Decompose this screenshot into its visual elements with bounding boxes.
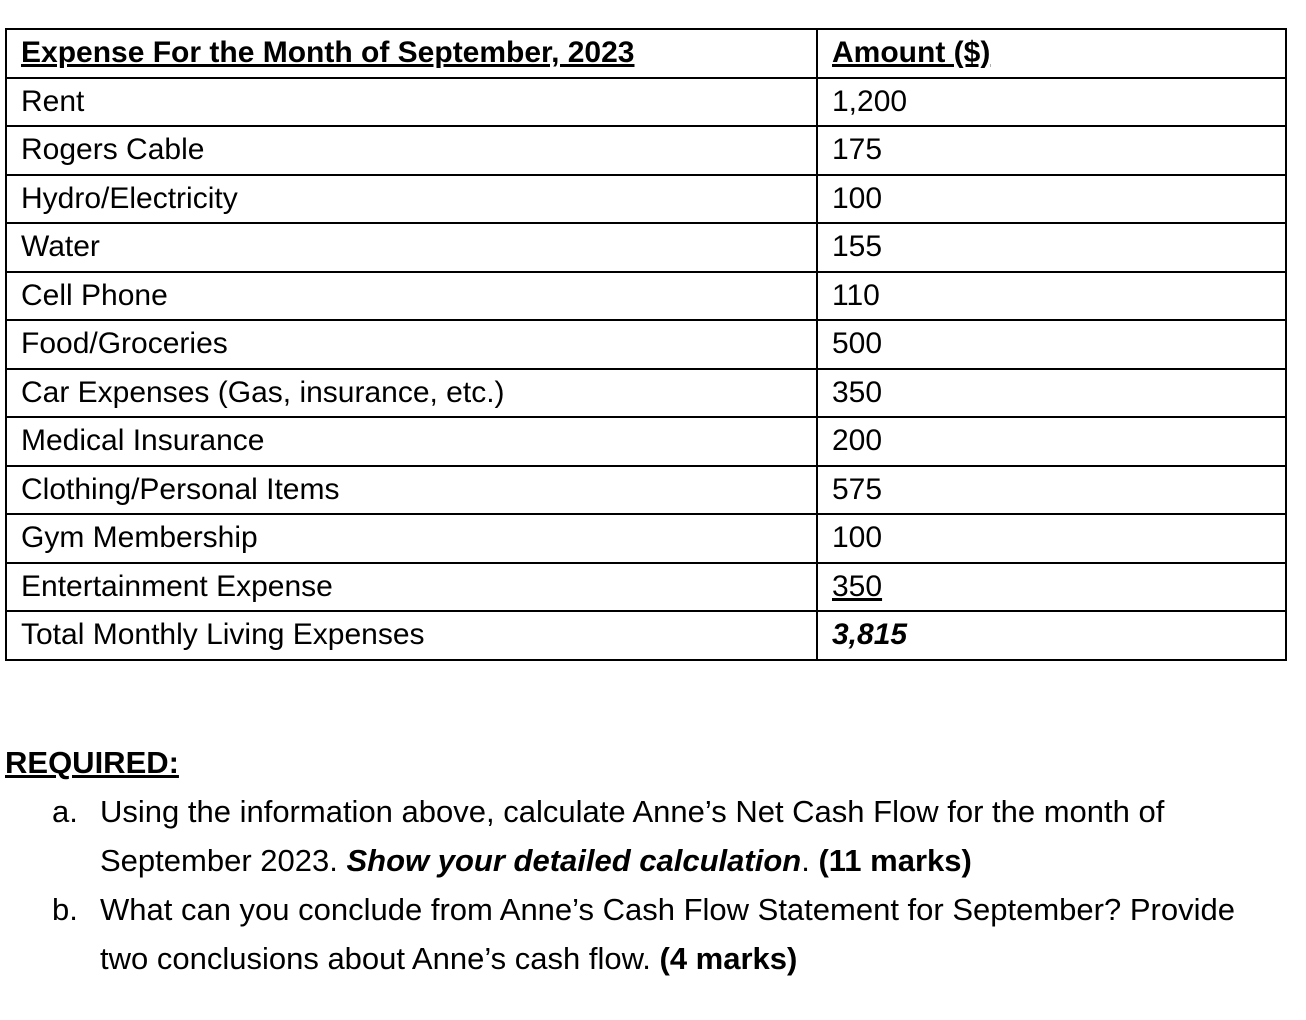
table-row	[6, 563, 1286, 612]
table-row	[6, 320, 1286, 369]
question-letter: b.	[52, 892, 78, 927]
table-row	[6, 126, 1286, 175]
table-row	[6, 175, 1286, 224]
expense-amount: 100	[817, 175, 1286, 224]
expense-amount: 110	[817, 272, 1286, 321]
total-label: Total Monthly Living Expenses	[6, 611, 817, 660]
table-row	[6, 369, 1286, 418]
required-section	[5, 738, 1295, 983]
expense-amount: 1,200	[817, 78, 1286, 127]
table-header-row	[6, 29, 1286, 78]
question-marks: (4 marks)	[659, 941, 798, 976]
total-row	[6, 611, 1286, 660]
question-letter: a.	[52, 794, 78, 829]
expense-name: Clothing/Personal Items	[6, 466, 817, 515]
question-emphasis: Show your detailed calculation	[346, 843, 802, 878]
expense-amount: 100	[817, 514, 1286, 563]
table-row	[6, 272, 1286, 321]
table-row	[6, 514, 1286, 563]
expense-amount: 175	[817, 126, 1286, 175]
last-amount-underlined: 350	[832, 569, 883, 603]
table-row	[6, 78, 1286, 127]
expense-amount: 350	[817, 369, 1286, 418]
question-b	[5, 885, 1260, 983]
expense-name: Water	[6, 223, 817, 272]
question-a	[5, 787, 1260, 885]
question-text-main: What can you conclude from Anne’s Cash Flow Statement for September? Provide two conclusions about Anne’s cash flow.	[100, 892, 1235, 976]
table-row	[6, 466, 1286, 515]
expense-amount	[817, 563, 1286, 612]
question-punctuation: .	[801, 843, 819, 878]
expense-amount: 575	[817, 466, 1286, 515]
expense-column-header: Expense For the Month of September, 2023	[6, 29, 817, 78]
expense-name: Car Expenses (Gas, insurance, etc.)	[6, 369, 817, 418]
question-text-main: Using the information above, calculate Anne’s Net Cash Flow for the month of September 2023.	[100, 794, 1165, 878]
expense-amount: 155	[817, 223, 1286, 272]
question-text	[100, 794, 1164, 878]
expense-name: Medical Insurance	[6, 417, 817, 466]
expense-name: Hydro/Electricity	[6, 175, 817, 224]
expense-table	[5, 28, 1287, 661]
expense-name: Food/Groceries	[6, 320, 817, 369]
expense-amount: 200	[817, 417, 1286, 466]
expense-name: Cell Phone	[6, 272, 817, 321]
question-marks: (11 marks)	[818, 843, 972, 878]
expense-name: Entertainment Expense	[6, 563, 817, 612]
table-row	[6, 417, 1286, 466]
required-heading: REQUIRED:	[5, 745, 179, 780]
expense-name: Gym Membership	[6, 514, 817, 563]
expense-name: Rent	[6, 78, 817, 127]
table-row	[6, 223, 1286, 272]
question-text	[100, 892, 1235, 976]
total-amount: 3,815	[817, 611, 1286, 660]
expense-amount: 500	[817, 320, 1286, 369]
amount-column-header: Amount ($)	[817, 29, 1286, 78]
expense-name: Rogers Cable	[6, 126, 817, 175]
